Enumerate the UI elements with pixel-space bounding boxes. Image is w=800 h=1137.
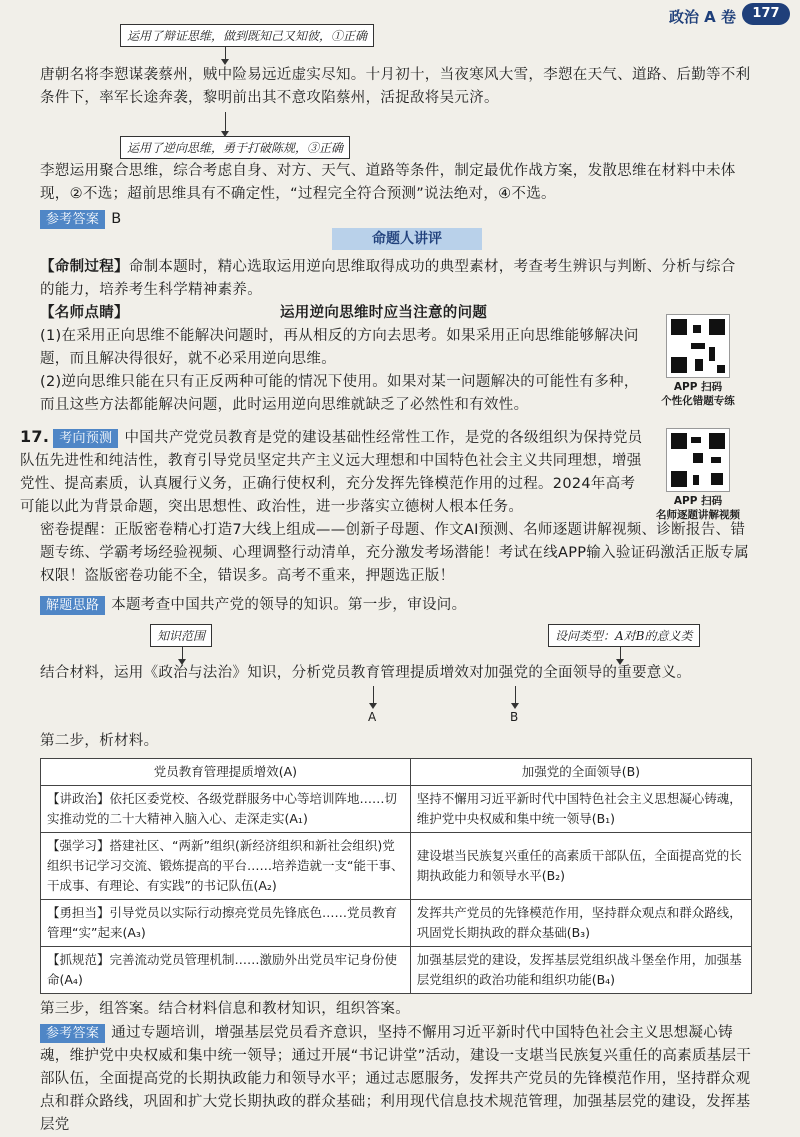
step1-text: 本题考查中国共产党的领导的知识。第一步，审设问。	[111, 597, 467, 613]
tip-label: 【名师点睛】	[40, 305, 129, 321]
proc-label: 【命制过程】	[40, 259, 129, 275]
label-a: A	[368, 710, 377, 724]
question-body: 中国共产党党员教育是党的建设基础性经常性工作，是党的各级组织为保持党员队伍先进性和纯洁性，教育引导党员坚定共产主义远大理想和中国特色社会主义共同理想，增强党性、提高素质，认真履行义务，正确行使权利，充分发挥先锋模范作用的过程。2024年高考可能以此为背景命题，突出思想性、政治性，进一步落实立德树人根本任务。	[20, 430, 643, 515]
section-pill: 命题人讲评	[332, 228, 482, 250]
promo-notice: 密卷提醒：正版密卷精心打造7大线上组成——创新子母题、作文AI预测、名师逐题讲解视频、诊断报告、错题专练、学霸考场经验视频、心理调整行动清单，充分激发考场潜能！考试在线APP输入验证码激活正版专属权限！盗版密卷功能不全，错误多。高考不重来，押题选正版！	[40, 522, 750, 584]
answer-value: B	[111, 211, 122, 227]
callout-question-type: 设问类型：A对B的意义类	[548, 624, 700, 647]
analysis-table	[40, 758, 752, 994]
tip-item-1: (1)在采用正向思维不能解决问题时，再从相反的方向去思考。如果采用正向思维能够解决问题，而且解决得很好，就不必采用逆向思维。	[40, 328, 639, 367]
proc-text: 命制本题时，精心选取运用逆向思维取得成功的典型素材，考查考生辨识与判断、分析与综合的能力，培养考生科学精神素养。	[40, 259, 736, 298]
qr2-caption-2: 名师逐题讲解视频	[656, 509, 740, 521]
paragraph-story: 唐朝名将李愬谋袭蔡州，贼中险易远近虚实尽知。十月初十，当夜寒风大雪，李愬在天气、道路、后勤等不利条件下，率军长途奔袭，黎明前出其不意攻陷蔡州，活捉敌将吴元济。	[40, 67, 751, 106]
callout-arrow	[225, 46, 226, 60]
question-number: 17.	[20, 427, 50, 446]
think-line	[40, 594, 466, 617]
qr-code-icon[interactable]	[666, 314, 730, 378]
qr2-caption-1: APP 扫码	[673, 495, 723, 507]
answer-tag: 参考答案	[40, 210, 105, 229]
table-cell-a: 【强学习】搭建社区、“两新”组织(新经济组织和新社会组织)党组织书记学习交流、锻炼提高的平台……培养造就一支“能干事、干成事、有理论、有实践”的书记队伍(A₂)	[41, 833, 411, 900]
proc-block	[40, 256, 740, 302]
pointer-a	[373, 686, 374, 704]
question-tag: 考向预测	[53, 429, 118, 448]
table-cell-b: 建设堪当民族复兴重任的高素质干部队伍，全面提高党的长期执政能力和领导水平(B₂)	[410, 833, 751, 900]
table-header-b: 加强党的全面领导(B)	[410, 759, 751, 786]
step3-text: 第三步，组答案。结合材料信息和教材知识，组织答案。	[40, 1001, 410, 1017]
question-17	[20, 425, 650, 519]
callout-reverse: 运用了逆向思维，勇于打破陈规，③正确	[120, 136, 350, 159]
pointer-b	[515, 686, 516, 704]
callout-knowledge-scope: 知识范围	[150, 624, 212, 647]
callout-arrow	[225, 112, 226, 132]
callout-dialectical: 运用了辩证思维，做到既知己又知彼，①正确	[120, 24, 374, 47]
step2-text: 第二步，析材料。	[40, 733, 159, 749]
table-cell-b: 发挥共产党员的先锋模范作用，坚持群众观点和群众路线，巩固党长期执政的群众基础(B₃)	[410, 900, 751, 947]
think-tag: 解题思路	[40, 596, 105, 615]
table-cell-a: 【勇担当】引导党员以实际行动擦亮党员先锋底色……党员教育管理“实”起来(A₃)	[41, 900, 411, 947]
final-answer-tag: 参考答案	[40, 1024, 105, 1043]
paragraph-analysis: 李愬运用聚合思维，综合考虑自身、对方、天气、道路等条件，制定最优作战方案，发散思维在材料中未体现，②不选；超前思维具有不确定性，“过程完全符合预测”说法绝对，④不选。	[40, 163, 736, 202]
header-title: 政治 A 卷	[668, 8, 736, 26]
tip-title: 运用逆向思维时应当注意的问题	[280, 305, 488, 321]
tip-item-2: (2)逆向思维只能在只有正反两种可能的情况下使用。如果对某一问题解决的可能性有多种，而且这些方法都能解决问题，此时运用逆向思维就缺乏了必然性和有效性。	[40, 374, 639, 413]
question-stem: 结合材料，运用《政治与法治》知识，分析党员教育管理提质增效对加强党的全面领导的重要意义。	[40, 665, 692, 681]
table-row	[41, 900, 752, 947]
table-cell-a: 【讲政治】依托区委党校、各级党群服务中心等培训阵地……切实推动党的二十大精神入脑入心、走深走实(A₁)	[41, 786, 411, 833]
label-b: B	[510, 710, 519, 724]
table-cell-b: 坚持不懈用习近平新时代中国特色社会主义思想凝心铸魂，维护党中央权威和集中统一领导(B₁)	[410, 786, 751, 833]
table-header-a: 党员教育管理提质增效(A)	[41, 759, 411, 786]
qr1-caption-1: APP 扫码	[673, 381, 723, 393]
table-cell-b: 加强基层党的建设，发挥基层党组织战斗堡垒作用，加强基层党组织的政治功能和组织功能(B₄)	[410, 947, 751, 994]
table-row	[41, 947, 752, 994]
table-row	[41, 786, 752, 833]
final-answer	[40, 1022, 758, 1137]
answer-line	[40, 208, 121, 231]
qr-code-icon[interactable]	[666, 428, 730, 492]
qr1-caption-2: 个性化错题专练	[661, 395, 735, 407]
table-header-row	[41, 759, 752, 786]
final-answer-text: 通过专题培训，增强基层党员看齐意识，坚持不懈用习近平新时代中国特色社会主义思想凝心铸魂，维护党中央权威和集中统一领导；通过开展“书记讲堂”活动，建设一支堪当民族复兴重任的高素质基层干部队伍，全面提高党的长期执政能力和领导水平；通过志愿服务，发挥共产党员的先锋模范作用，坚持群众观点和群众路线，巩固和扩大党长期执政的群众基础；利用现代信息技术规范管理，加强基层党的建设，发挥基层党	[40, 1025, 752, 1133]
table-cell-a: 【抓规范】完善流动党员管理机制……激励外出党员牢记身份使命(A₄)	[41, 947, 411, 994]
page-number: 177	[742, 3, 790, 25]
callout-arrow	[182, 646, 183, 660]
callout-arrow	[620, 646, 621, 660]
table-row	[41, 833, 752, 900]
